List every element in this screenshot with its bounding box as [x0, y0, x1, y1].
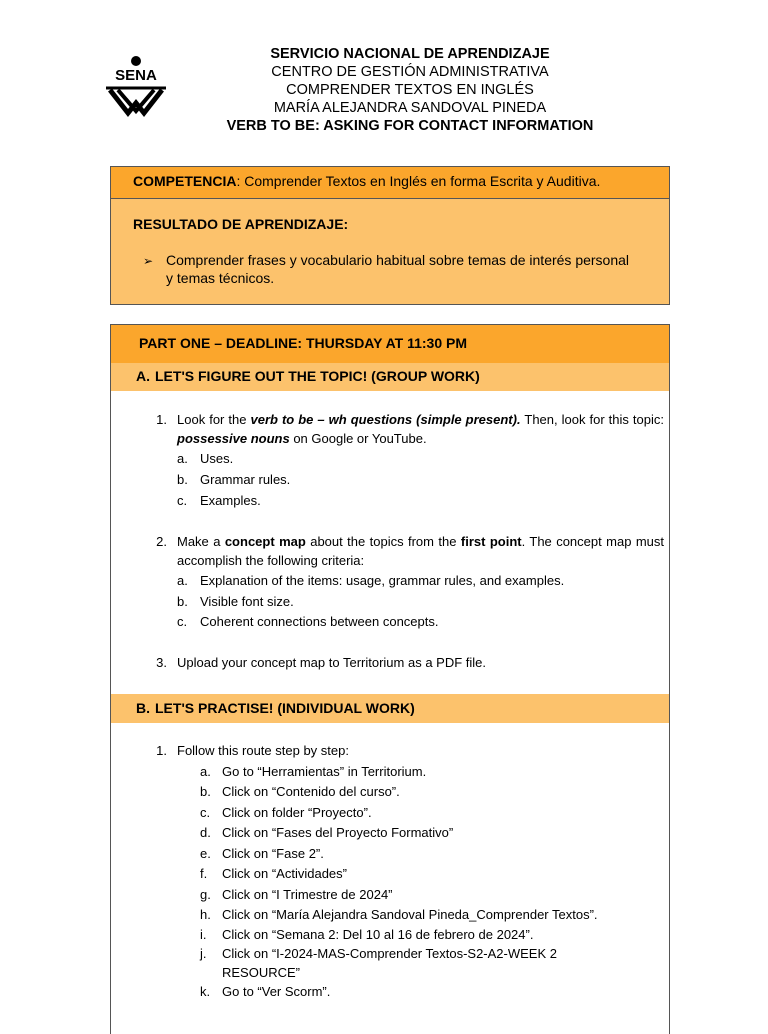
- section-b-heading: [111, 694, 669, 723]
- step-letter: e.: [200, 846, 211, 861]
- part-one-box: [110, 324, 670, 1034]
- competency-box: [110, 166, 670, 305]
- sub-item: Grammar rules.: [200, 472, 291, 487]
- learning-outcome-text: Comprender frases y vocabulario habitual sobre temas de interés personal y temas técnicos.: [166, 252, 630, 286]
- instructor-name: MARÍA ALEJANDRA SANDOVAL PINEDA: [273, 100, 547, 116]
- route-step: Click on “Actividades”: [222, 866, 347, 881]
- item-number: 2.: [156, 534, 167, 549]
- step-letter: j.: [200, 946, 207, 961]
- section-a-title: LET'S FIGURE OUT THE TOPIC! (GROUP WORK): [155, 368, 480, 384]
- sub-letter: b.: [177, 594, 188, 609]
- route-step: Click on “Fase 2”.: [222, 846, 324, 861]
- route-step: Click on “I Trimestre de 2024”: [222, 887, 393, 902]
- step-letter: i.: [200, 927, 207, 942]
- route-step: Click on “I-2024-MAS-Comprender Textos-S2-A2-WEEK 2 RESOURCE”: [222, 946, 557, 980]
- institution-name: SERVICIO NACIONAL DE APRENDIZAJE: [270, 46, 550, 62]
- document-header: [180, 45, 640, 135]
- document-title: VERB TO BE: ASKING FOR CONTACT INFORMATION: [226, 118, 594, 134]
- competency-text: : Comprender Textos en Inglés en forma Escrita y Auditiva.: [236, 173, 601, 189]
- sub-item: Explanation of the items: usage, grammar rules, and examples.: [200, 573, 565, 588]
- sub-item: Visible font size.: [200, 594, 294, 609]
- part-one-title: PART ONE – DEADLINE: THURSDAY AT 11:30 PM: [111, 325, 669, 363]
- section-b-letter: B.: [136, 700, 150, 716]
- competency-row: [111, 167, 669, 199]
- section-b-item-1: Follow this route step by step:: [177, 743, 349, 758]
- sub-letter: c.: [177, 614, 188, 629]
- sub-item: Examples.: [200, 493, 261, 508]
- step-letter: a.: [200, 764, 211, 779]
- route-step: Click on “Fases del Proyecto Formativo”: [222, 825, 454, 840]
- route-step: Go to “Herramientas” in Territorium.: [222, 764, 427, 779]
- step-letter: k.: [200, 984, 211, 999]
- sub-letter: b.: [177, 472, 188, 487]
- section-b-title: LET'S PRACTISE! (INDIVIDUAL WORK): [155, 700, 415, 716]
- section-a-item-2: Make a concept map about the topics from the first point. The concept map must accomplish the following criteria:: [177, 534, 664, 568]
- item-number: 1.: [156, 743, 167, 758]
- section-a-item-1: Look for the verb to be – wh questions (simple present). Then, look for this topic: possessive nouns on Google or YouTube.: [177, 412, 664, 446]
- sub-letter: c.: [177, 493, 188, 508]
- route-step: Click on “Semana 2: Del 10 al 16 de febrero de 2024”.: [222, 927, 534, 942]
- sub-letter: a.: [177, 573, 188, 588]
- sub-letter: a.: [177, 451, 188, 466]
- competency-label: COMPETENCIA: [133, 173, 237, 189]
- route-step: Go to “Ver Scorm”.: [222, 984, 331, 999]
- sub-item: Uses.: [200, 451, 234, 466]
- sena-logo: [104, 55, 168, 119]
- arrow-bullet-icon: ➢: [143, 254, 154, 268]
- item-number: 3.: [156, 655, 167, 670]
- center-name: CENTRO DE GESTIÓN ADMINISTRATIVA: [271, 64, 549, 80]
- sub-item: Coherent connections between concepts.: [200, 614, 439, 629]
- item-number: 1.: [156, 412, 167, 427]
- section-a-heading: [111, 363, 669, 391]
- step-letter: d.: [200, 825, 211, 840]
- step-letter: b.: [200, 784, 211, 799]
- section-a-letter: A.: [136, 368, 150, 384]
- step-letter: h.: [200, 907, 211, 922]
- learning-outcome-label: RESULTADO DE APRENDIZAJE:: [133, 216, 349, 232]
- step-letter: c.: [200, 805, 211, 820]
- svg-text:SENA: SENA: [115, 67, 157, 84]
- route-step: Click on folder “Proyecto”.: [222, 805, 372, 820]
- route-step: Click on “Contenido del curso”.: [222, 784, 400, 799]
- section-a-item-3: Upload your concept map to Territorium as a PDF file.: [177, 655, 487, 670]
- step-letter: g.: [200, 887, 211, 902]
- route-step: Click on “María Alejandra Sandoval Pineda_Comprender Textos”.: [222, 907, 598, 922]
- step-letter: f.: [200, 866, 208, 881]
- course-name: COMPRENDER TEXTOS EN INGLÉS: [286, 82, 534, 98]
